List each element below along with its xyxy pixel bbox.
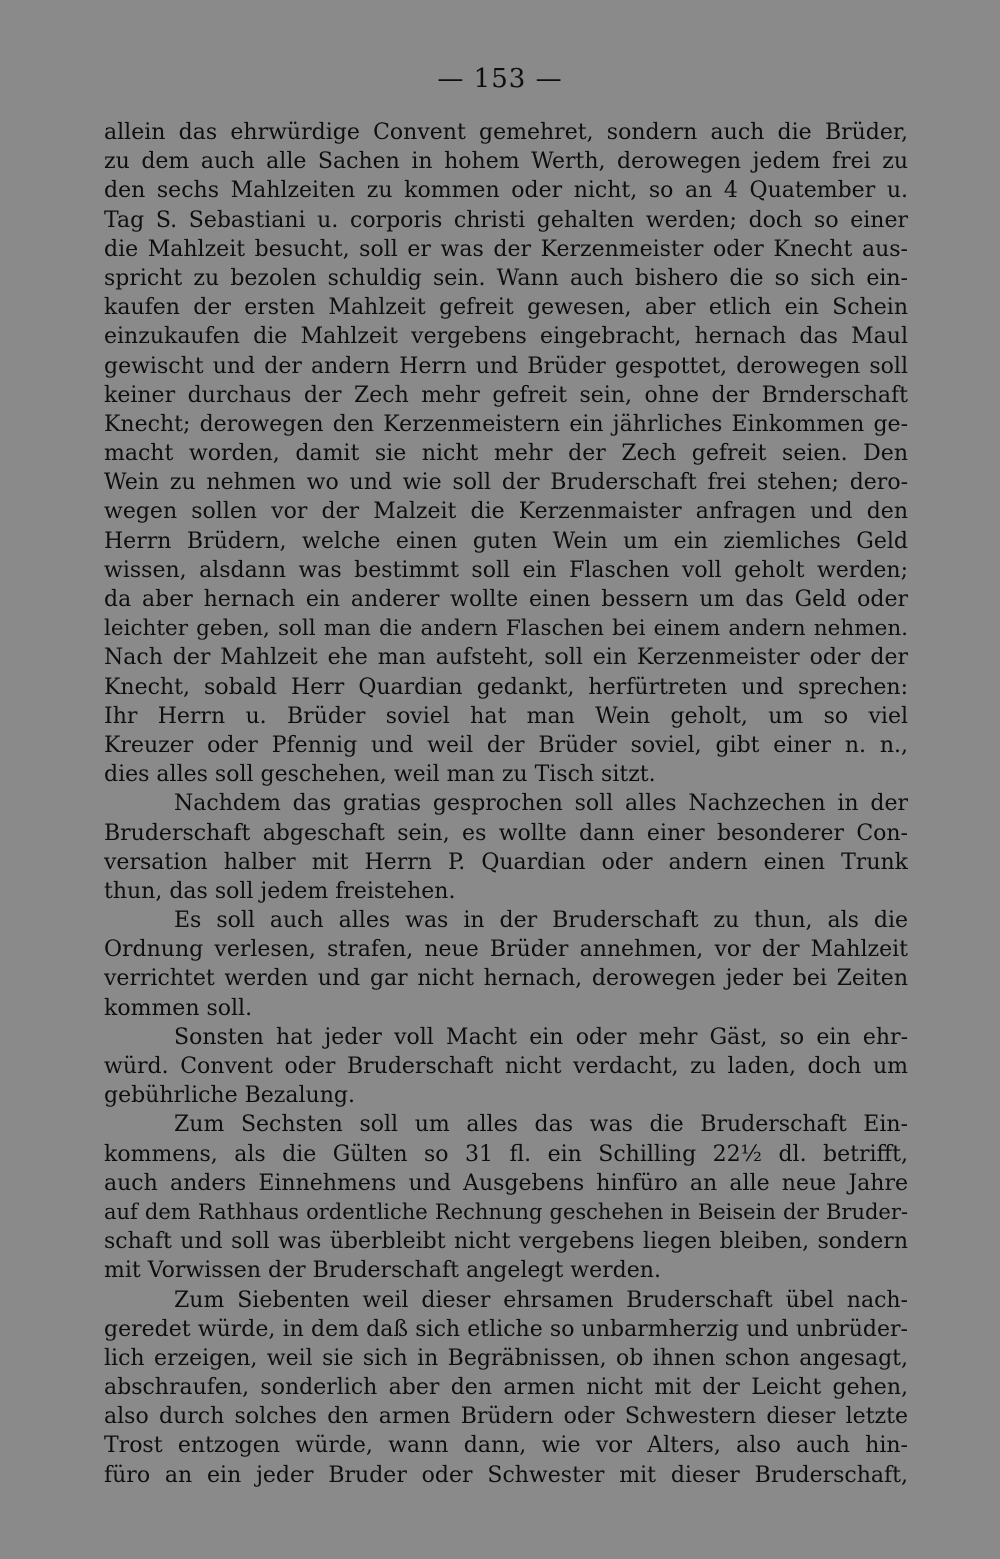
text-line: mit Vorwissen der Bruderschaft angelegt werden. — [104, 1258, 661, 1284]
text-line: thun, das soll jedem freistehen. — [104, 878, 456, 904]
text-line: zu dem auch alle Sachen in hohem Werth, derowegen jedem frei zu — [104, 149, 908, 175]
text-line: verrichtet werden und gar nicht hernach, derowegen jeder bei Zeiten — [104, 966, 908, 992]
text-line: Es soll auch alles was in der Bruderschaft zu thun, als die — [174, 908, 908, 934]
text-line: Nach der Mahlzeit ehe man aufsteht, soll ein Kerzenmeister oder der — [104, 645, 908, 671]
text-line: lich erzeigen, weil sie sich in Begräbnissen, ob ihnen schon angesagt, — [104, 1345, 908, 1371]
text-line: spricht zu bezolen schuldig sein. Wann auch bishero die so sich ein- — [104, 265, 908, 291]
text-line: macht worden, damit sie nicht mehr der Zech gefreit seien. Den — [104, 441, 908, 467]
text-line: wegen sollen vor der Malzeit die Kerzenmaister anfragen und den — [104, 499, 908, 525]
text-line: gebührliche Bezalung. — [104, 1083, 355, 1109]
text-line: Tag S. Sebastiani u. corporis christi gehalten werden; doch so einer — [104, 207, 908, 233]
text-line: dies alles soll geschehen, weil man zu Tisch sitzt. — [104, 762, 656, 788]
text-line: Zum Sechsten soll um alles das was die Bruderschaft Ein- — [174, 1112, 908, 1138]
text-line: Herrn Brüdern, welche einen guten Wein um ein ziemliches Geld — [104, 528, 908, 554]
body-text — [104, 118, 908, 1490]
text-line: Nachdem das gratias gesprochen soll alles Nachzechen in der — [174, 791, 908, 817]
text-line: Trost entzogen würde, wann dann, wie vor Alters, also auch hin- — [104, 1433, 908, 1459]
text-line: auch anders Einnehmens und Ausgebens hinfüro an alle neue Jahre — [104, 1170, 908, 1196]
text-line: füro an ein jeder Bruder oder Schwester mit dieser Bruderschaft, — [104, 1462, 908, 1488]
text-line: abschraufen, sonderlich aber den armen nicht mit der Leicht gehen, — [104, 1375, 908, 1401]
text-line: Ordnung verlesen, strafen, neue Brüder annehmen, vor der Mahlzeit — [104, 937, 908, 963]
text-line: Knecht, sobald Herr Quardian gedankt, herfürtreten und sprechen: — [104, 674, 908, 700]
text-line: die Mahlzeit besucht, soll er was der Kerzenmeister oder Knecht aus- — [104, 236, 908, 262]
text-line: da aber hernach ein anderer wollte einen bessern um das Geld oder — [104, 587, 908, 612]
text-line: einzukaufen die Mahlzeit vergebens eingebracht, hernach das Maul — [104, 324, 908, 350]
text-line: den sechs Mahlzeiten zu kommen oder nicht, so an 4 Quatember u. — [104, 178, 908, 204]
text-line: kaufen der ersten Mahlzeit gefreit gewesen, aber etlich ein Schein — [104, 295, 908, 321]
text-line: schaft und soll was überbleibt nicht vergebens liegen bleiben, sondern — [104, 1229, 908, 1255]
text-line: leichter geben, soll man die andern Flaschen bei einem andern nehmen. — [104, 616, 908, 642]
text-line: wissen, alsdann was bestimmt soll ein Flaschen voll geholt werden; — [104, 557, 908, 583]
text-line: kommens, als die Gülten so 31 fl. ein Schilling 22½ dl. betrifft, — [104, 1141, 908, 1167]
text-line: Zum Siebenten weil dieser ehrsamen Bruderschaft übel nach- — [174, 1287, 908, 1313]
text-line: Sonsten hat jeder voll Macht ein oder mehr Gäst, so ein ehr- — [174, 1024, 908, 1050]
text-line: Wein zu nehmen wo und wie soll der Bruderschaft frei stehen; dero- — [104, 470, 908, 496]
text-line: keiner durchaus der Zech mehr gefreit sein, ohne der Brnderschaft — [104, 382, 908, 408]
text-line: Knecht; derowegen den Kerzenmeistern ein jährliches Einkommen ge- — [104, 411, 908, 437]
text-line: versation halber mit Herrn P. Quardian oder andern einen Trunk — [104, 849, 908, 875]
text-line: also durch solches den armen Brüdern oder Schwestern dieser letzte — [104, 1404, 908, 1430]
page-number: — 153 — — [437, 64, 563, 94]
text-line: auf dem Rathhaus ordentliche Rechnung geschehen in Beisein der Bruder- — [104, 1199, 908, 1224]
text-line: Kreuzer oder Pfennig und weil der Brüder soviel, gibt einer n. n., — [104, 732, 908, 758]
text-line: gewischt und der andern Herrn und Brüder gespottet, derowegen soll — [104, 353, 908, 379]
text-line: Bruderschaft abgeschaft sein, es wollte dann einer besonderer Con- — [104, 820, 908, 846]
text-line: allein das ehrwürdige Convent gemehret, sondern auch die Brüder, — [104, 120, 908, 145]
text-line: Ihr Herrn u. Brüder soviel hat man Wein geholt, um so viel — [104, 703, 908, 729]
text-line: würd. Convent oder Bruderschaft nicht verdacht, zu laden, doch um — [104, 1054, 908, 1079]
text-line: kommen soll. — [104, 995, 253, 1021]
text-line: geredet würde, in dem daß sich etliche so unbarmherzig und unbrüder- — [104, 1316, 908, 1342]
